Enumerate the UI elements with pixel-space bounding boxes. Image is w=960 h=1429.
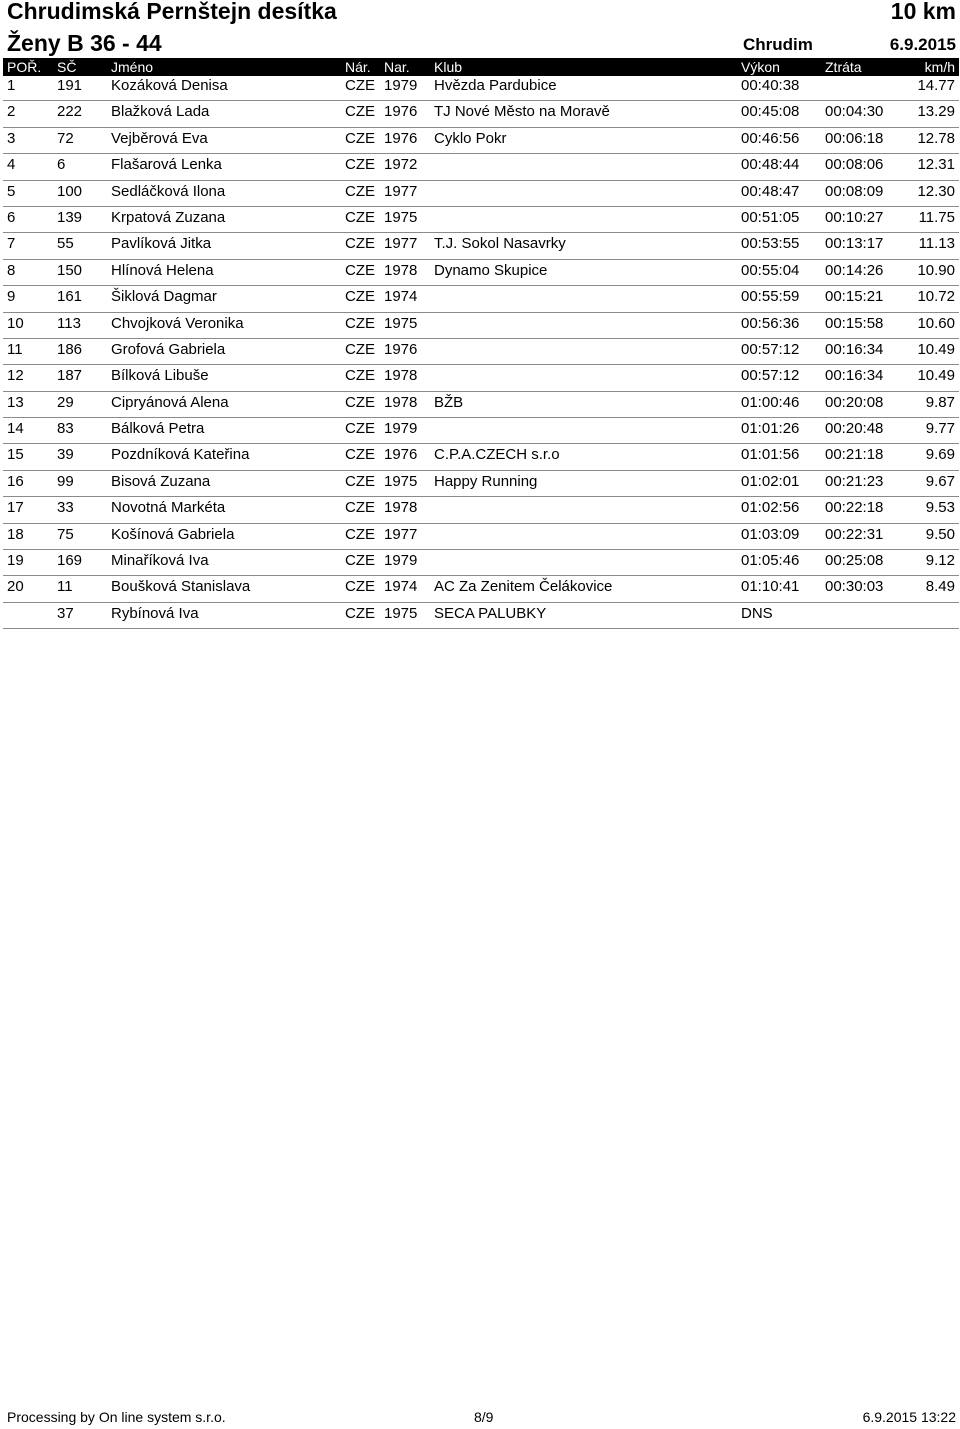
column-header-bib: SČ	[57, 59, 77, 75]
column-header-club: Klub	[434, 59, 463, 75]
cell-name: Boušková Stanislava	[111, 578, 251, 596]
cell-position: 14	[7, 420, 24, 438]
cell-speed: 9.87	[925, 393, 955, 411]
table-row	[3, 603, 959, 629]
column-header-time: Výkon	[741, 59, 780, 75]
cell-bib: 169	[57, 552, 83, 570]
table-row	[3, 75, 959, 101]
cell-position: 7	[7, 235, 16, 253]
race-date: 6.9.2015	[889, 35, 956, 54]
cell-position: 4	[7, 156, 16, 174]
cell-nationality: CZE	[345, 367, 375, 385]
cell-nationality: CZE	[345, 261, 375, 279]
cell-speed: 11.13	[918, 235, 955, 253]
table-row	[3, 339, 959, 365]
cell-time-loss: 00:25:08	[825, 552, 884, 570]
table-row	[3, 286, 959, 312]
cell-club: TJ Nové Město na Moravě	[434, 103, 610, 121]
cell-time: 01:10:41	[741, 578, 800, 596]
cell-position: 2	[7, 103, 16, 121]
cell-name: Novotná Markéta	[111, 499, 226, 517]
table-row	[3, 313, 959, 339]
cell-name: Hlínová Helena	[111, 261, 214, 279]
table-row	[3, 418, 959, 444]
cell-speed: 10.49	[917, 340, 955, 358]
cell-speed: 8.49	[925, 578, 955, 596]
cell-time: 00:48:44	[741, 156, 800, 174]
cell-nationality: CZE	[345, 103, 375, 121]
table-row	[3, 260, 959, 286]
cell-time: 00:40:38	[741, 77, 800, 94]
cell-bib: 37	[57, 604, 74, 622]
cell-bib: 83	[57, 420, 74, 438]
cell-speed: 9.12	[925, 552, 955, 570]
cell-bib: 187	[57, 367, 83, 385]
category-title: Ženy B 36 - 44	[7, 30, 162, 56]
cell-speed: 14.77	[917, 77, 955, 94]
cell-time: 01:01:26	[741, 420, 800, 438]
table-row	[3, 471, 959, 497]
cell-bib: 139	[57, 208, 83, 226]
cell-time-loss: 00:15:21	[825, 288, 884, 306]
cell-bib: 39	[57, 446, 74, 464]
cell-birth-year: 1979	[384, 552, 418, 570]
cell-time-loss: 00:22:18	[825, 499, 884, 517]
cell-nationality: CZE	[345, 208, 375, 226]
cell-time: 00:57:12	[741, 367, 800, 385]
cell-time-loss: 00:16:34	[825, 367, 884, 385]
cell-position: 5	[7, 182, 16, 200]
cell-position: 13	[7, 393, 24, 411]
cell-club: Cyklo Pokr	[434, 129, 507, 147]
column-header-time-loss: Ztráta	[825, 59, 862, 75]
cell-position: 16	[7, 472, 24, 490]
cell-bib: 33	[57, 499, 74, 517]
cell-name: Grofová Gabriela	[111, 340, 226, 358]
cell-time-loss: 00:16:34	[825, 340, 884, 358]
cell-time-loss: 00:10:27	[825, 208, 884, 226]
cell-birth-year: 1977	[384, 182, 418, 200]
cell-name: Bílková Libuše	[111, 367, 209, 385]
cell-nationality: CZE	[345, 446, 375, 464]
cell-club: Dynamo Skupice	[434, 261, 548, 279]
cell-name: Krpatová Zuzana	[111, 208, 226, 226]
cell-nationality: CZE	[345, 182, 375, 200]
cell-speed: 9.53	[925, 499, 955, 517]
table-row	[3, 524, 959, 550]
cell-speed: 9.69	[925, 446, 955, 464]
cell-bib: 186	[57, 340, 83, 358]
cell-time: 00:55:59	[741, 288, 800, 306]
cell-time-loss: 00:13:17	[825, 235, 884, 253]
cell-birth-year: 1979	[384, 77, 418, 94]
cell-club: Happy Running	[434, 472, 538, 490]
cell-name: Sedláčková Ilona	[111, 182, 226, 200]
cell-speed: 10.49	[917, 367, 955, 385]
cell-position: 15	[7, 446, 24, 464]
results-table-body	[3, 75, 959, 629]
column-header-nationality: Nár.	[345, 59, 371, 75]
cell-nationality: CZE	[345, 77, 375, 94]
cell-birth-year: 1974	[384, 578, 418, 596]
table-row	[3, 154, 959, 180]
cell-club: BŽB	[434, 393, 464, 411]
cell-bib: 99	[57, 472, 74, 490]
cell-time: 01:00:46	[741, 393, 800, 411]
cell-time: 01:02:01	[741, 472, 800, 490]
cell-bib: 29	[57, 393, 74, 411]
cell-time: 01:03:09	[741, 525, 800, 543]
cell-nationality: CZE	[345, 525, 375, 543]
cell-time-loss: 00:21:23	[825, 472, 884, 490]
cell-name: Bisová Zuzana	[111, 472, 211, 490]
cell-speed: 11.75	[918, 208, 955, 226]
footer-print-time: 6.9.2015 13:22	[862, 1409, 956, 1425]
cell-speed: 10.90	[917, 261, 955, 279]
cell-club: T.J. Sokol Nasavrky	[434, 235, 566, 253]
cell-name: Šiklová Dagmar	[111, 288, 217, 306]
cell-speed: 13.29	[917, 103, 955, 121]
cell-nationality: CZE	[345, 552, 375, 570]
cell-name: Pozdníková Kateřina	[111, 446, 250, 464]
cell-position: 8	[7, 261, 16, 279]
cell-position: 12	[7, 367, 24, 385]
cell-position: 1	[7, 77, 16, 94]
cell-bib: 222	[57, 103, 83, 121]
column-header-position: POŘ.	[7, 59, 42, 75]
cell-speed: 10.72	[917, 288, 955, 306]
cell-nationality: CZE	[345, 235, 375, 253]
cell-time-loss: 00:21:18	[825, 446, 884, 464]
cell-position: 3	[7, 129, 16, 147]
cell-time-loss: 00:08:09	[825, 182, 884, 200]
cell-club: C.P.A.CZECH s.r.o	[434, 446, 560, 464]
cell-name: Blažková Lada	[111, 103, 210, 121]
table-row	[3, 497, 959, 523]
cell-time: 01:02:56	[741, 499, 800, 517]
cell-time-loss: 00:20:48	[825, 420, 884, 438]
table-row	[3, 101, 959, 127]
race-location: Chrudim	[743, 35, 813, 54]
cell-speed: 12.78	[917, 129, 955, 147]
cell-time-loss: 00:14:26	[825, 261, 884, 279]
cell-bib: 75	[57, 525, 74, 543]
cell-position: 11	[7, 340, 23, 358]
cell-birth-year: 1972	[384, 156, 418, 174]
cell-position: 10	[7, 314, 24, 332]
cell-speed: 10.60	[917, 314, 955, 332]
cell-time-loss: 00:22:31	[825, 525, 884, 543]
cell-birth-year: 1975	[384, 208, 418, 226]
cell-birth-year: 1978	[384, 367, 418, 385]
cell-name: Kozáková Denisa	[111, 77, 228, 94]
cell-time-loss: 00:08:06	[825, 156, 884, 174]
cell-birth-year: 1979	[384, 420, 418, 438]
cell-nationality: CZE	[345, 314, 375, 332]
cell-nationality: CZE	[345, 499, 375, 517]
cell-bib: 100	[57, 182, 83, 200]
table-row	[3, 233, 959, 259]
cell-birth-year: 1976	[384, 340, 418, 358]
cell-bib: 11	[57, 578, 73, 596]
footer-page-number: 8/9	[474, 1409, 494, 1425]
cell-birth-year: 1977	[384, 235, 418, 253]
cell-birth-year: 1978	[384, 261, 418, 279]
cell-position: 20	[7, 578, 24, 596]
cell-position: 17	[7, 499, 24, 517]
cell-time: 00:48:47	[741, 182, 800, 200]
cell-nationality: CZE	[345, 156, 375, 174]
cell-time: 00:55:04	[741, 261, 800, 279]
cell-time: 00:51:05	[741, 208, 800, 226]
cell-birth-year: 1976	[384, 446, 418, 464]
cell-club: AC Za Zenitem Čelákovice	[434, 578, 613, 596]
cell-time: 00:57:12	[741, 340, 800, 358]
cell-time: 00:45:08	[741, 103, 800, 121]
cell-name: Rybínová Iva	[111, 604, 199, 622]
cell-time-loss: 00:04:30	[825, 103, 884, 121]
race-distance: 10 km	[890, 0, 956, 24]
cell-birth-year: 1975	[384, 314, 418, 332]
cell-time-loss: 00:15:58	[825, 314, 884, 332]
cell-nationality: CZE	[345, 472, 375, 490]
cell-time: 00:46:56	[741, 129, 800, 147]
cell-nationality: CZE	[345, 420, 375, 438]
cell-birth-year: 1977	[384, 525, 418, 543]
cell-name: Pavlíková Jitka	[111, 235, 212, 253]
race-title: Chrudimská Pernštejn desítka	[7, 0, 337, 24]
cell-name: Košínová Gabriela	[111, 525, 235, 543]
cell-bib: 6	[57, 156, 66, 174]
cell-birth-year: 1976	[384, 129, 418, 147]
table-row	[3, 444, 959, 470]
cell-name: Flašarová Lenka	[111, 156, 222, 174]
table-row	[3, 128, 959, 154]
cell-speed: 12.31	[917, 156, 955, 174]
cell-birth-year: 1978	[384, 393, 418, 411]
cell-nationality: CZE	[345, 604, 375, 622]
cell-bib: 55	[57, 235, 74, 253]
cell-bib: 191	[57, 77, 83, 94]
cell-nationality: CZE	[345, 578, 375, 596]
table-row	[3, 365, 959, 391]
results-table-header	[3, 58, 959, 76]
cell-birth-year: 1975	[384, 604, 418, 622]
column-header-birth-year: Nar.	[384, 59, 410, 75]
cell-bib: 113	[57, 314, 81, 332]
column-header-speed: km/h	[924, 59, 955, 75]
cell-birth-year: 1978	[384, 499, 418, 517]
cell-position: 18	[7, 525, 24, 543]
cell-time: 01:05:46	[741, 552, 800, 570]
table-row	[3, 181, 959, 207]
cell-club: SECA PALUBKY	[434, 604, 547, 622]
cell-name: Cipryánová Alena	[111, 393, 229, 411]
cell-birth-year: 1975	[384, 472, 418, 490]
cell-time: 01:01:56	[741, 446, 800, 464]
cell-time: 00:53:55	[741, 235, 800, 253]
cell-speed: 9.67	[925, 472, 955, 490]
cell-speed: 9.50	[925, 525, 955, 543]
cell-club: Hvězda Pardubice	[434, 77, 557, 94]
cell-nationality: CZE	[345, 340, 375, 358]
cell-nationality: CZE	[345, 288, 375, 306]
cell-name: Chvojková Veronika	[111, 314, 244, 332]
cell-nationality: CZE	[345, 129, 375, 147]
cell-name: Vejběrová Eva	[111, 129, 208, 147]
cell-birth-year: 1974	[384, 288, 418, 306]
cell-bib: 72	[57, 129, 74, 147]
cell-speed: 9.77	[925, 420, 955, 438]
cell-name: Bálková Petra	[111, 420, 205, 438]
table-row	[3, 576, 959, 602]
cell-position: 19	[7, 552, 24, 570]
cell-name: Minaříková Iva	[111, 552, 209, 570]
footer-processing: Processing by On line system s.r.o.	[7, 1409, 226, 1425]
cell-time: 00:56:36	[741, 314, 800, 332]
cell-bib: 150	[57, 261, 83, 279]
cell-speed: 12.30	[917, 182, 955, 200]
cell-time-loss: 00:30:03	[825, 578, 884, 596]
column-header-name: Jméno	[111, 59, 154, 75]
cell-time: DNS	[741, 604, 773, 622]
cell-position: 9	[7, 288, 16, 306]
table-row	[3, 550, 959, 576]
cell-time-loss: 00:06:18	[825, 129, 884, 147]
cell-birth-year: 1976	[384, 103, 418, 121]
table-row	[3, 207, 959, 233]
cell-nationality: CZE	[345, 393, 375, 411]
cell-time-loss: 00:20:08	[825, 393, 884, 411]
table-row	[3, 392, 959, 418]
cell-bib: 161	[57, 288, 83, 306]
cell-position: 6	[7, 208, 16, 226]
